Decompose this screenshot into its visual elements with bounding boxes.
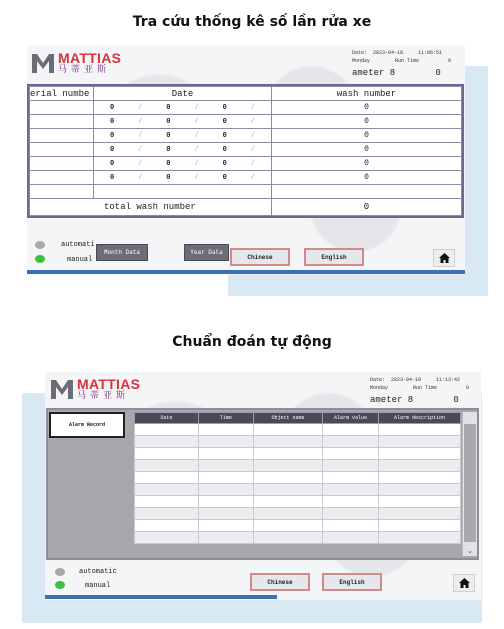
- date-part[interactable]: 0: [222, 145, 227, 154]
- alarm-cell: [135, 532, 199, 544]
- alarm-cell: [379, 496, 461, 508]
- date-separator: /: [138, 159, 143, 168]
- date-part[interactable]: 0: [109, 103, 115, 112]
- date-separator: /: [250, 103, 255, 112]
- table-row: [30, 129, 462, 143]
- mattias-logo: [31, 51, 121, 75]
- column-header-wash-number: wash number: [272, 87, 462, 101]
- status-automatic-label-2: automatic: [79, 568, 117, 576]
- total-wash-value: 0: [272, 199, 462, 216]
- table-row: [30, 101, 462, 115]
- column-header-serial: erial numbe: [30, 87, 94, 101]
- english-button[interactable]: English: [304, 248, 364, 266]
- alarm-cell: [379, 436, 461, 448]
- serial-cell: [30, 157, 94, 171]
- parameter-value-2: 0: [453, 395, 459, 405]
- weekday: Monday: [352, 58, 371, 64]
- table-row: [30, 185, 462, 199]
- date-part[interactable]: 0: [109, 145, 115, 154]
- alarm-row: [135, 472, 461, 484]
- serial-cell: [30, 129, 94, 143]
- run-time-value-2: 0: [466, 385, 470, 391]
- brand-name-2: MATTIAS: [77, 376, 141, 392]
- alarm-cell: [199, 508, 254, 520]
- date-separator: /: [194, 159, 199, 168]
- alarm-cell: [254, 496, 323, 508]
- alarm-cell: [379, 448, 461, 460]
- table-row: [30, 143, 462, 157]
- serial-cell: [30, 101, 94, 115]
- date-separator: /: [194, 145, 199, 154]
- alarm-cell: [199, 496, 254, 508]
- date-part[interactable]: 0: [222, 131, 227, 140]
- alarm-row: [135, 460, 461, 472]
- status-automatic-label: automati: [61, 241, 95, 249]
- wash-number-cell: 0: [272, 171, 462, 185]
- date-part[interactable]: 0: [109, 159, 115, 168]
- alarm-table-scrollbar[interactable]: [462, 412, 477, 556]
- alarm-table: [134, 412, 461, 544]
- alarm-cell: [254, 448, 323, 460]
- alarm-cell: [323, 484, 379, 496]
- date-separator: /: [250, 145, 255, 154]
- time-value-2: 11:13:42: [436, 377, 461, 383]
- date-cell: [94, 157, 272, 171]
- date-cell: [94, 115, 272, 129]
- parameter-label-2: ameter 8: [370, 395, 414, 405]
- heading-wash-statistics: Tra cứu thống kê số lần rửa xe: [132, 14, 372, 30]
- alarm-row: [135, 424, 461, 436]
- alarm-cell: [323, 424, 379, 436]
- alarm-cell: [254, 472, 323, 484]
- date-label: Date:: [352, 50, 368, 56]
- alarm-cell: [199, 448, 254, 460]
- alarm-cell: [199, 484, 254, 496]
- column-header-alarm-value: Alarm value: [323, 413, 379, 424]
- alarm-row: [135, 496, 461, 508]
- runtime-readout: [352, 58, 462, 64]
- brand-name: MATTIAS: [58, 50, 122, 66]
- alarm-row: [135, 520, 461, 532]
- month-data-button[interactable]: Month Data: [96, 244, 148, 261]
- date-part[interactable]: 0: [222, 159, 227, 168]
- scrollbar-thumb[interactable]: [464, 424, 476, 542]
- home-icon: [439, 253, 450, 263]
- date-part[interactable]: 0: [222, 173, 227, 182]
- date-separator: /: [194, 173, 199, 182]
- date-separator: /: [138, 131, 143, 140]
- column-header-date: Date: [94, 87, 272, 101]
- wash-statistics-screen: [27, 45, 465, 275]
- date-part[interactable]: 0: [166, 103, 171, 112]
- date-separator: /: [250, 117, 255, 126]
- home-button[interactable]: [433, 249, 455, 267]
- serial-cell: [30, 185, 94, 199]
- m-logo-icon-2: [50, 378, 74, 400]
- alarm-row: [135, 484, 461, 496]
- date-part[interactable]: 0: [166, 145, 171, 154]
- alarm-cell: [323, 508, 379, 520]
- alarm-cell: [199, 436, 254, 448]
- alarm-cell: [254, 484, 323, 496]
- alarm-row: [135, 532, 461, 544]
- alarm-cell: [323, 496, 379, 508]
- english-button-2[interactable]: English: [322, 573, 382, 591]
- alarm-cell: [199, 460, 254, 472]
- alarm-cell: [135, 520, 199, 532]
- alarm-cell: [323, 532, 379, 544]
- home-button-2[interactable]: [453, 574, 475, 592]
- alarm-panel: [46, 408, 479, 560]
- status-automatic-indicator-2: [55, 568, 65, 576]
- alarm-record-tab[interactable]: Alarm Record: [49, 412, 125, 438]
- home-icon-2: [459, 578, 470, 588]
- parameter-readout-2: [370, 395, 480, 405]
- alarm-cell: [199, 520, 254, 532]
- column-header-object-name: Object name: [254, 413, 323, 424]
- date-part[interactable]: 0: [166, 117, 171, 126]
- alarm-cell: [379, 508, 461, 520]
- alarm-cell: [379, 484, 461, 496]
- alarm-cell: [135, 460, 199, 472]
- status-manual-indicator: [35, 255, 45, 263]
- date-time-readout-2: [370, 377, 480, 383]
- alarm-cell: [254, 436, 323, 448]
- time-value: 11:06:51: [418, 50, 443, 56]
- alarm-cell: [254, 424, 323, 436]
- alarm-row: [135, 508, 461, 520]
- alarm-cell: [379, 520, 461, 532]
- alarm-cell: [135, 484, 199, 496]
- table-row: [30, 115, 462, 129]
- alarm-cell: [199, 424, 254, 436]
- table-row: [30, 171, 462, 185]
- heading-auto-diagnosis: Chuẩn đoán tự động: [172, 334, 332, 350]
- alarm-row: [135, 448, 461, 460]
- footer-bar: [27, 270, 465, 274]
- date-part[interactable]: 0: [109, 117, 115, 126]
- alarm-cell: [199, 472, 254, 484]
- alarm-cell: [254, 532, 323, 544]
- wash-number-cell: 0: [272, 157, 462, 171]
- chinese-button[interactable]: Chinese: [230, 248, 290, 266]
- column-header-time: Time: [199, 413, 254, 424]
- table-row: [30, 157, 462, 171]
- serial-cell: [30, 115, 94, 129]
- alarm-cell: [135, 472, 199, 484]
- date-separator: /: [194, 117, 199, 126]
- weekday-2: Monday: [370, 385, 389, 391]
- date-separator: /: [138, 103, 143, 112]
- brand-name-cn-2: 马蒂亚斯: [77, 391, 130, 401]
- column-header-date: Date: [135, 413, 199, 424]
- alarm-cell: [135, 496, 199, 508]
- alarm-cell: [254, 508, 323, 520]
- date-label-2: Date:: [370, 377, 386, 383]
- footer-bar-2: [45, 595, 277, 599]
- serial-cell: [30, 143, 94, 157]
- run-time-value: 0: [448, 58, 452, 64]
- alarm-row: [135, 436, 461, 448]
- serial-cell: [30, 171, 94, 185]
- date-part[interactable]: 0: [222, 117, 227, 126]
- alarm-cell: [379, 532, 461, 544]
- wash-statistics-table: [27, 84, 464, 218]
- status-automatic-indicator: [35, 241, 45, 249]
- m-logo-icon: [31, 52, 55, 74]
- run-time-label: Run Time: [395, 58, 420, 64]
- date-part[interactable]: 0: [109, 173, 115, 182]
- parameter-value: 0: [435, 68, 441, 78]
- date-part[interactable]: 0: [166, 159, 171, 168]
- auto-diagnosis-screen: [45, 372, 481, 600]
- date-separator: /: [194, 103, 199, 112]
- status-manual-label: manual: [67, 256, 93, 264]
- alarm-cell: [323, 460, 379, 472]
- wash-number-cell: 0: [272, 143, 462, 157]
- date-cell: [94, 129, 272, 143]
- alarm-cell: [379, 472, 461, 484]
- status-manual-label-2: manual: [85, 582, 111, 590]
- date-separator: /: [194, 131, 199, 140]
- parameter-label: ameter 8: [352, 68, 396, 78]
- date-separator: /: [138, 145, 143, 154]
- date-part[interactable]: 0: [166, 173, 171, 182]
- date-cell: [94, 101, 272, 115]
- date-time-readout: [352, 50, 462, 56]
- mattias-logo-2: [50, 377, 140, 401]
- alarm-cell: [323, 448, 379, 460]
- date-part[interactable]: 0: [166, 131, 171, 140]
- alarm-cell: [135, 448, 199, 460]
- alarm-cell: [323, 472, 379, 484]
- date-cell: [94, 171, 272, 185]
- brand-name-cn: 马蒂亚斯: [58, 65, 111, 75]
- wash-number-cell: 0: [272, 129, 462, 143]
- date-part[interactable]: 0: [222, 103, 227, 112]
- date-cell: [94, 185, 272, 199]
- alarm-cell: [199, 532, 254, 544]
- date-separator: /: [138, 173, 143, 182]
- date-cell: [94, 143, 272, 157]
- alarm-cell: [135, 436, 199, 448]
- alarm-cell: [323, 520, 379, 532]
- date-separator: /: [250, 173, 255, 182]
- alarm-cell: [135, 424, 199, 436]
- date-separator: /: [138, 117, 143, 126]
- year-data-button[interactable]: Year Data: [184, 244, 229, 261]
- wash-number-cell: 0: [272, 101, 462, 115]
- alarm-cell: [379, 424, 461, 436]
- run-time-label-2: Run Time: [413, 385, 438, 391]
- runtime-readout-2: [370, 385, 480, 391]
- wash-number-cell: 0: [272, 115, 462, 129]
- total-wash-label: total wash number: [30, 199, 272, 216]
- alarm-cell: [135, 508, 199, 520]
- alarm-cell: [254, 460, 323, 472]
- date-separator: /: [250, 159, 255, 168]
- alarm-cell: [379, 460, 461, 472]
- chevron-down-icon[interactable]: ⌄: [467, 548, 473, 555]
- alarm-cell: [254, 520, 323, 532]
- date-part[interactable]: 0: [109, 131, 115, 140]
- wash-number-cell: [272, 185, 462, 199]
- alarm-cell: [323, 436, 379, 448]
- column-header-alarm-description: Alarm description: [379, 413, 461, 424]
- date-value: 2023-04-18: [373, 50, 404, 56]
- status-manual-indicator-2: [55, 581, 65, 589]
- date-value-2: 2023-04-18: [391, 377, 422, 383]
- parameter-readout: [352, 68, 462, 78]
- date-separator: /: [250, 131, 255, 140]
- chinese-button-2[interactable]: Chinese: [250, 573, 310, 591]
